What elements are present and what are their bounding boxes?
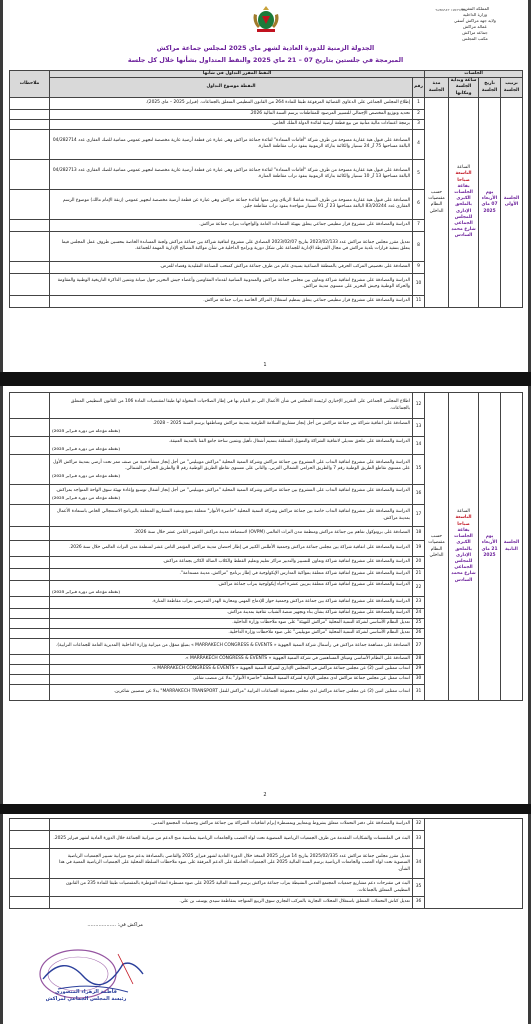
row-note [10,569,50,581]
row-number: 7 [413,219,425,231]
row-note [10,655,50,665]
row-subject: الدراسة والمصادقة على مشروع اتفاقية شراكة متعلقة بتزيين عشرة أحياء إيكولوجية بتراب جماعة مراكش. (نقطة مؤجلة من دورة فبراير 2025) [50,581,413,597]
row-subject: تعديل النظام الأساسي لشركة التنمية المحلية "مراكش للتهيئة" على ضوء ملاحظات وزارة الداخلية. [50,619,413,629]
row-note [10,97,50,109]
row-subject: المصادقة على قبول هبة عقارية ممنوحة من طرف السيدة شاشلا الزيلاي ومن معها لفائدة جماعة مراكش وهي عبارة عن قطعة أرضية مخصصة لتجهيز عمومي (زنقة الإمام مالك) موضوع الرسم العقاري عدد 83/20244 البالغة مساحتها 23 آر 91 سنتيار متواجدة بنفوذ تراب مقاطعة جليز. [50,189,413,219]
row-number: 8 [413,231,425,261]
row-note [10,619,50,629]
signature-caption [31,989,141,1003]
row-subject: تعديل كناش التحملات المتعلق باستغلال المحلات التجارية بالمركب التجاري سوق الربيع المتواجد بمقاطعة سيدي يوسف بن علي. [50,897,413,909]
row-number: 9 [413,261,425,273]
row-number: 22 [413,581,425,597]
row-subject: الدراسة والمصادقة على مشروع اتفاقية التداب على المشروع بين جماعة مراكش وشركة التنمية المحلية "مراكش موبيليتي" من أجل إنجاز منشأة فنية من صنف ممر تحت أرضي بمدينة مراكش الأول على مستوى تقاطع الطريق الوطنية رقم 7 والطريق الحزامي الشمالي الغربي، والثاني على مستوى تقاطع الطريق الوطنية رقم 8 والطريق الحزامي الشمالي. (نقطة مؤجلة من دورة فبراير 2025) [50,455,413,485]
row-number: 15 [413,455,425,485]
row-subject: الدراسة والمصادقة على اتفاقية شراكة بين مجلس جماعة مراكش وجمعية الأطلس الكبير في إطار احتضان مدينة مراكش المؤتمر الثامن عشر لمنظمة مدن التراث العالمي خلال سنة 2026. [50,541,413,557]
page-number: 2 [263,792,267,798]
session-merged-cell [425,819,523,909]
row-note [10,675,50,685]
row-note [10,261,50,273]
col-time-place: ساعة وبداية الجلسة ومكانها [449,78,479,98]
row-subject: المصادقة على اتفاقية شراكة بين جماعة مراكش من أجل إنجاز مشاريع السلامة الطرقية بمدينة مراكش ومناطقها برسم السنة 2025 – 2028. (نقطة مؤجلة من دورة فبراير 2025) [50,419,413,437]
row-number: 18 [413,527,425,541]
row-note [10,665,50,675]
row-subject: الدراسة والمصادقة على مشروع اتفاقية شراكة وتعاون للتسيير والتدبير مراكز تعليم وتعليم القطط والكلاب الضالة الكائن بجماعة مراكش. [50,557,413,569]
row-subject: الدراسة والمصادقة على مشروع اتفاقية شراكة بين جماعة مراكش وجمعية حوار للإدماج المهني ومحاربة الهدر المدرسي بتراب مقاطعة المنارة. [50,597,413,609]
row-number: 13 [413,419,425,437]
col-number: رقم [413,78,425,98]
row-subject: المصادقة على تخصيص المركب الحرفي بالمنطقة الصناعية بسيدي غانم من طرف جماعة مراكش كمنحب للصناعة التقليدية وفضاء للعرض. [50,261,413,273]
coat-of-arms-icon [249,4,283,34]
row-number: 26 [413,629,425,639]
row-number: 2 [413,109,425,119]
session-duration-cell: حسب مقتضيات النظام الداخلي [425,97,449,307]
row-subject: البث في مقترحات دعم مشاريع جمعيات المجتمع المدني النشيطة بتراب جماعة مراكش برسم السنة المالية 2025 على ضوء مسطرة انتقاء المؤطرة بالمقتضيات طبقا للمادة 235 من القانون التنظيمي المتعلق بالجماعات. [50,879,413,897]
row-number: 23 [413,597,425,609]
row-subject: الدراسة والمصادقة على مشروع اتفاقية شراكة بشأن بناء وتجهيز منصة الشباب ثقافية بمدينة مراكش. [50,609,413,619]
row-subject: الدراسة والمصادقة على مشروع اتفاقية التداب خاصة بين جماعة مراكش وشركة التنمية المحلية "حاضرة الأنوار" متعلقة بتتبع وتنفيذ المشاريع المتعلقة بالبرنامج الاستعجالي الخاص باستعادة الأعمال بمدينة مراكش. [50,505,413,527]
row-subject: الدراسة والمصادقة على مشروع اتفاقية التداب على المشروع بين جماعة مراكش وشركة التنمية المحلية "مراكش موبيليتي" من أجل إنجاز أشغال توسيع وإعادة تهيئة سوق الواحة المتواجد بمراكش. (نقطة مؤجلة من دورة فبراير 2025) [50,485,413,505]
row-subject: المصادقة على بروتوكول تفاهم بين جماعة مراكش ومنظمة مدن التراث العالمي (OVPM) لاستضافة مدينة مراكش المؤتمر الثامن عشر خلال سنة 2026. [50,527,413,541]
row-number: 30 [413,675,425,685]
header-line: وزارة الداخلية [462,12,488,17]
col-group-sessions: الجلسات [425,71,523,78]
row-subject: المصادقة على قبول هبة عقارية ممنوحة من طرف شركة "أقامات السعادة" لفائدة جماعة مراكش وهي عبارة عن قطعة أرضية عارية مخصصة لتجهيز عمومي متنامية للصك العقاري عدد 04/282713 البالغة مساحتها 13 آر 10 سنتيار والكائنة بتاركة الزيتونية بنفوذ تراب مقاطعة المنارة. [50,159,413,189]
row-subject: البث في الملتمسات والشكايات المقدمة من طرف الجمعيات الرياضية المنضوية تحت لواء العصب والجامعات الرياضية بمناسبة منح الدعم من ميزانية الجماعة خلال الدورة العادية لشهر فبراير 2025. [50,831,413,849]
row-number: 34 [413,849,425,879]
row-note [10,831,50,849]
row-note [10,581,50,597]
schedule-table-2 [9,392,523,701]
row-subject: انتداب ممثل عن مجلس جماعة مراكش لدى مجلس الإدارة لشركة التنمية المحلية "حاضرة الأنوار" بدلا عن منصب شاغر. [50,675,413,685]
header-amazigh-ref: ⵜⴰⴳⵍⴷⵉⵜ ⵏ ⵍⵎⵖⵔⵉⴱ [435,8,467,12]
row-note [10,819,50,831]
row-note [10,879,50,897]
row-number: 20 [413,557,425,569]
row-number: 14 [413,437,425,455]
row-note [10,597,50,609]
row-number: 32 [413,819,425,831]
row-number: 5 [413,159,425,189]
row-note [10,273,50,295]
row-note [10,393,50,419]
row-note [10,485,50,505]
col-group-points: النقط المقرر التداول في شأنها [50,71,425,78]
row-note [10,541,50,557]
row-number: 33 [413,831,425,849]
col-session-date: تاريخ الجلسة [479,78,501,98]
row-note [10,295,50,307]
row-note [10,419,50,437]
row-number: 21 [413,569,425,581]
row-note [10,897,50,909]
row-note [10,437,50,455]
page-subtitle: المبرمجة في جلستين بتاريخ 07 – 21 ماي 2025 والنقط المتداول بشأنها خلال كل جلسة [127,56,404,64]
row-number: 24 [413,609,425,619]
session-order-cell: الجلسة الثانية [501,393,523,701]
row-note [10,109,50,119]
row-number: 25 [413,619,425,629]
col-subject: النقطة موضوع التداول [50,78,413,98]
row-note [10,557,50,569]
row-note [10,159,50,189]
row-note [10,119,50,129]
row-number: 16 [413,485,425,505]
row-number: 6 [413,189,425,219]
row-number: 29 [413,665,425,675]
row-subject: تعديل النظام الأساسي لشركة التنمية المحلية "مراكش موبيليتي" على ضوء ملاحظات وزارة الداخلية. [50,629,413,639]
page-1 [3,0,528,372]
row-subject: اطلاع المجلس الجماعي على التقرير الإخباري لرئيسة المجلس في شأن الأعمال التي تم القيام بها في إطار الصلاحيات المخولة لها طبقا لمقتضيات المادة 106 من القانون التنظيمي المتعلق بالجماعات. [50,393,413,419]
row-number: 28 [413,655,425,665]
row-subject: المصادقة على مساهمة جماعة مراكش في رأسمال شركة التنمية الجهوية « MARRAKECH CONGRESS & EVENTS » بمبلغ مموّل من ميزانية وزارة الداخلية (المديرية العامة للجماعات الترابية). [50,639,413,655]
row-number: 17 [413,505,425,527]
row-note [10,685,50,701]
page-title: الجدولة الزمنية للدورة العادية لشهر ماي 2025 لمجلس جماعة مراكش [156,44,375,52]
row-note [10,639,50,655]
row-number: 11 [413,295,425,307]
row-number: 4 [413,129,425,159]
row-note [10,505,50,527]
row-number: 27 [413,639,425,655]
schedule-table-3 [9,818,523,909]
page-number: 1 [263,362,267,368]
row-subject: الدراسة والمصادقة على مشروع اتفاقية شراكة وتعاون بين مجلس جماعة مراكش والمندوبية السامية لقدماء المقاومين وأعضاء جيش التحرير حول صيانة وتثمين الذاكرة التاريخية الوطنية والمقاومة والحركة الوطنية وجيش التحرير على مستوى مدينة مراكش. [50,273,413,295]
session-date-cell: يوم الأربعاء 07 ماي 2025 [479,97,501,307]
header-line: المملكة المغربية [460,6,490,11]
row-number: 36 [413,897,425,909]
session-date-cell: يوم الأربعاء 21 ماي 2025 [479,393,501,701]
row-note [10,189,50,219]
signatory-name: فاطمة الزهراء المنصوري [55,989,117,995]
row-subject: إطلاع المجلس الجماعي على الدعاوى القضائية المرفوعة طبقا للمادة 264 من القانون التنظيمي المتعلق بالجماعات. (فبراير 2025 – ماي 2025). [50,97,413,109]
row-subject: الدراسة والمصادقة على مشروع قرار تنظيمي جماعي يتعلق بتهيئة الفضاءات العامة والواجهات بتراب جماعة مراكش. [50,219,413,231]
row-note [10,629,50,639]
row-number: 12 [413,393,425,419]
header-line: جماعة مراكش [462,30,488,35]
session-time-place-cell: الساعة التاسعة صباحا بقاعة الجلسات الكبرى بالملحق الإداري للمجلس الجماعي شارع محمد السادس [449,393,479,701]
row-note [10,231,50,261]
page-2 [3,386,528,804]
header-line: ولاية جهة مراكش آسفي [454,18,496,23]
row-subject: تعديل مقرر مجلس جماعة مراكش عدد 2025/02/335 بتاريخ 14 فبراير 2025 المتخذ خلال الدورة العادية لشهر فبراير 2025 والقاضي بالمصادقة بدعم منح ميزانية تسيير الجمعيات الرياضية المنضوية تحت لواء العصب والجامعات الرياضية برسم السنة المالية 2025 على الجمعيات الحاصلة على الدعم المرفقة على ضوء ملاحظات السلطة المحلية على الجمعيات الرياضية المعنية في هذا الشأن. [50,849,413,879]
row-subject: انتداب ممثلين اثنين (2) عن مجلس جماعة مراكش في المجلس الإداري لشركة التنمية الجهوية « MARRAKECH CONGRESS & EVENTS ». [50,665,413,675]
row-note [10,219,50,231]
col-session-order: ترتيب الجلسة [501,78,523,98]
row-number: 19 [413,541,425,557]
row-note [10,455,50,485]
row-number: 1 [413,97,425,109]
row-subject: انتداب ممثلين اثنين (2) عن مجلس جماعة مراكش لدى مجلس مجموعة الجماعات الترابية "مراكش للنقل MARRAKECH TRANSPORT" بدلا عن منصبين شاغرين. [50,685,413,701]
row-subject: تعديل مقرر مجلس جماعة مراكش عدد 2023/02/133 بتاريخ 2023/02/07 المصادق على مشروع اتفاقية شراكة بين جماعة مراكش ولجنة المساندة الخاصة بتحسين ظروف عمل المجلس فيما يتعلق بتنفيذ قرارات بلدية مراكش في مجال الشرطة الإدارية للجماعة على شكل دورية وبرامج الداخلية في شأن مواكبة المصالح الإدارية المهمة للجماعة. [50,231,413,261]
row-note [10,129,50,159]
date-line: مراكش في: .................. [87,922,143,928]
col-notes: ملاحظات [10,71,50,98]
row-subject: الدراسة والمصادقة على ملحق تعديلي لاتفاقية الشراكة والتمويل المتعلقة بتتميم أشغال تأهيل وتثمين ساحة جامع الفنا بالمدينة العتيقة. (نقطة مؤجلة من دورة فبراير 2025) [50,437,413,455]
row-number: 35 [413,879,425,897]
row-note [10,609,50,619]
row-note [10,527,50,541]
signatory-title: رئيسة المجلس الجماعي لمراكش [45,996,127,1002]
row-subject: الدراسة والمصادقة على دفتر التحملات متعلق بشروط وبمعايير وبمسطرة إبرام اتفاقيات الشراكة بين جماعة مراكش وجمعيات المجتمع المدني. [50,819,413,831]
schedule-table-1 [9,70,523,308]
session-duration-cell: حسب مقتضيات النظام الداخلي [425,393,449,701]
row-number: 31 [413,685,425,701]
row-subject: برمجة اعتمادات مالية متأتية من بيع قطعة أرضية لفائدة الدولة الملك الخاص. [50,119,413,129]
row-subject: الدراسة والمصادقة على مشروع قرار تنظيمي جماعي يتعلق بتنظيم استغلال المراكز الخاصة بتراب جماعة مراكش. [50,295,413,307]
session-time-place-cell: الساعة التاسعة صباحا بقاعة الجلسات الكبرى بالملحق الإداري للمجلس الجماعي شارع محمد السادس [449,97,479,307]
row-subject: الدراسة والمصادقة على مشروع اتفاقية شراكة متعلقة بمواكبة المدارس الإيكولوجية في إطار برنامج "مراكش، مدينة مستدامة". [50,569,413,581]
header-line: عمالة مراكش [462,24,488,29]
page-3 [3,814,528,1024]
row-number: 10 [413,273,425,295]
header-line: مكتب المجلس [462,36,488,41]
session-order-cell: الجلسة الأولى [501,97,523,307]
col-duration: مدة الجلسة [425,78,449,98]
row-number: 3 [413,119,425,129]
row-subject: المصادقة على قبول هبة عقارية ممنوحة من طرف شركة "أقامات السعادة" لفائدة جماعة مراكش وهي عبارة عن قطعة أرضية عارية مخصصة لتجهيز عمومي متنامية للصك العقاري عدد 04/282714 البالغة مساحتها 75 آر 24 سنتيار والكائنة بتاركة الزيتونية بنفوذ تراب مقاطعة المنارة. [50,129,413,159]
row-subject: المصادقة على النظام الأساسي وميثاق المساهمين في شركة التنمية الجهوية « MARRAKECH CONGRESS & EVENTS ». [50,655,413,665]
row-subject: تحديد وتوزيع المخصص الإجمالي للتسيير المرصود للمقاطعات برسم السنة المالية 2026. [50,109,413,119]
row-note [10,849,50,879]
